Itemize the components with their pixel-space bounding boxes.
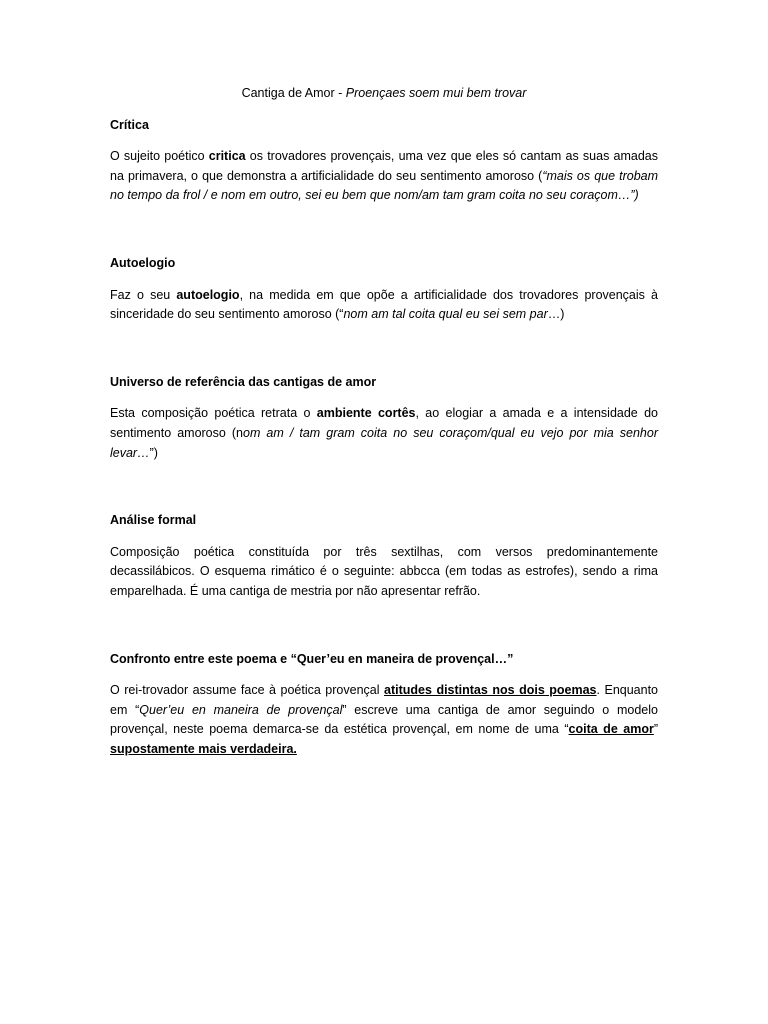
bold-run: autoelogio — [176, 287, 240, 302]
section-heading: Universo de referência das cantigas de amor — [110, 374, 377, 389]
text-run: Esta composição poética retrata o — [110, 406, 317, 421]
section-universo — [110, 373, 658, 463]
bold-underline-run: supostamente mais verdadeira. — [110, 741, 297, 756]
text-run: O sujeito poético — [110, 149, 209, 164]
text-run: , na medida em que opõe a artificialidade dos trovadores provençais à sinceridade do seu sentimento amoroso (“ — [110, 287, 658, 322]
bold-run: ambiente cortês — [316, 406, 416, 421]
bold-underline-run: atitudes distintas nos dois poemas — [384, 683, 597, 698]
text-run: O rei-trovador assume face à poética provençal — [110, 683, 385, 698]
section-autoelogio — [110, 254, 658, 325]
section-paragraph — [110, 286, 658, 325]
text-run: Faz o seu — [110, 287, 177, 302]
section-heading: Crítica — [110, 117, 149, 132]
section-heading: Autoelogio — [110, 255, 176, 270]
italic-run: Quer’eu en maneira de provençal — [139, 702, 343, 717]
section-paragraph — [110, 147, 658, 206]
italic-run: “mais os que trobam no tempo da frol / e nom em outro, sei eu bem que nom/am tam gram coita no seu coraçom…”) — [110, 168, 659, 203]
text-run: ”) — [149, 445, 158, 460]
document-content — [110, 84, 658, 759]
text-run: ” escreve uma cantiga de amor seguindo o modelo provençal, neste poema demarca-se da estética provençal, em nome de uma “ — [110, 702, 658, 737]
bold-run: critica — [208, 149, 246, 164]
section-heading: Confronto entre este poema e “Quer’eu en maneira de provençal…” — [110, 651, 514, 666]
italic-run: om am / tam gram coita no seu coraçom/qual eu vejo por mia senhor levar… — [110, 425, 658, 460]
section-paragraph: Composição poética constituída por três sextilhas, com versos predominantemente decassilábicos. O esquema rimático é o seguinte: abbcca (em todas as estrofes), sendo a rima emparelhada. É uma cantiga de mestria por não apresentar refrão. — [110, 544, 658, 598]
title-plain: Cantiga de Amor - — [241, 86, 346, 100]
text-run: os trovadores provençais, uma vez que eles só cantam as suas amadas na primavera, o que demonstra a artificialidade do seu sentimento amoroso ( — [110, 149, 658, 183]
section-confronto — [110, 650, 658, 760]
italic-run: nom am tal coita qual eu sei sem par — [343, 307, 548, 322]
section-critica — [110, 116, 658, 206]
section-paragraph — [110, 681, 658, 759]
bold-underline-run: coita de amor — [568, 722, 654, 737]
section-analise-formal — [110, 511, 658, 601]
section-paragraph — [110, 404, 658, 463]
section-heading: Análise formal — [110, 513, 197, 528]
title-italic: Proençaes soem mui bem trovar — [345, 86, 527, 100]
text-run: . Enquanto em “ — [110, 683, 659, 717]
text-run: , ao elogiar a amada e a intensidade do sentimento amoroso (n — [110, 406, 658, 440]
document-title — [110, 84, 658, 104]
text-run: ” — [653, 722, 658, 737]
text-run: …) — [547, 307, 565, 322]
